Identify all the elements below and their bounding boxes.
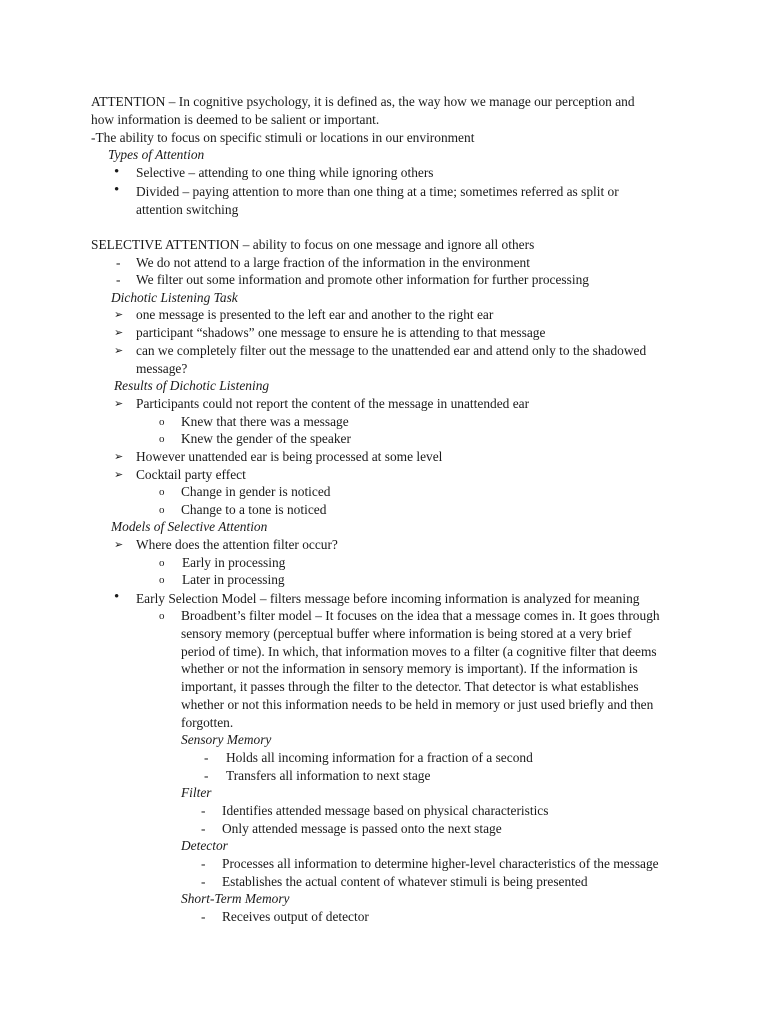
arrow-bullet-marker: ➢: [114, 398, 124, 410]
sensory-point-1: Holds all incoming information for a fraction of a second: [226, 750, 533, 765]
broadbent-line-5: important, it passes through the filter to the detector. That detector is what establishes: [181, 679, 639, 694]
detector-point-1: Processes all information to determine higher-level characteristics of the message: [222, 856, 659, 871]
bullet-marker: •: [114, 164, 120, 180]
broadbent-line-4: whether or not the information in sensory memory is important). If the information is: [181, 661, 638, 676]
attention-definition-line-3: -The ability to focus on specific stimuli or locations in our environment: [91, 130, 475, 145]
circle-bullet-marker: o: [159, 557, 165, 569]
dash-marker: -: [201, 856, 206, 871]
dash-marker: -: [201, 909, 206, 924]
bullet-marker: •: [114, 182, 120, 198]
dash-marker: -: [116, 272, 121, 287]
circle-bullet-marker: o: [159, 433, 165, 445]
broadbent-line-7: forgotten.: [181, 715, 234, 730]
arrow-bullet-marker: ➢: [114, 327, 124, 339]
arrow-bullet-marker: ➢: [114, 539, 124, 551]
dash-marker: -: [204, 768, 209, 783]
results-dichotic-heading: Results of Dichotic Listening: [114, 378, 270, 393]
selective-point-1: We do not attend to a large fraction of the information in the environment: [136, 255, 530, 270]
dash-marker: -: [201, 874, 206, 889]
filter-point-2: Only attended message is passed onto the next stage: [222, 821, 502, 836]
type-divided-line-1: Divided – paying attention to more than one thing at a time; sometimes referred as split or: [136, 184, 619, 199]
result-point-2: However unattended ear is being processed at some level: [136, 449, 443, 464]
filter-point-1: Identifies attended message based on physical characteristics: [222, 803, 549, 818]
circle-bullet-marker: o: [159, 486, 165, 498]
selective-attention-definition: SELECTIVE ATTENTION – ability to focus on one message and ignore all others: [91, 237, 535, 252]
arrow-bullet-marker: ➢: [114, 345, 124, 357]
dichotic-listening-heading: Dichotic Listening Task: [111, 290, 238, 305]
dichotic-point-1: one message is presented to the left ear and another to the right ear: [136, 307, 494, 322]
type-divided-line-2: attention switching: [136, 202, 239, 217]
sensory-memory-heading: Sensory Memory: [181, 732, 272, 747]
short-term-memory-point-1: Receives output of detector: [222, 909, 369, 924]
short-term-memory-heading: Short-Term Memory: [181, 891, 290, 906]
model-answer-later: Later in processing: [182, 572, 285, 587]
models-selective-attention-heading: Models of Selective Attention: [111, 519, 268, 534]
dichotic-point-2: participant “shadows” one message to ensure he is attending to that message: [136, 325, 546, 340]
detector-heading: Detector: [181, 838, 228, 853]
result-point-1b: Knew the gender of the speaker: [181, 431, 351, 446]
model-answer-early: Early in processing: [182, 555, 286, 570]
broadbent-line-1: Broadbent’s filter model – It focuses on the idea that a message comes in. It goes through: [181, 608, 660, 623]
bullet-marker: •: [114, 589, 120, 605]
result-point-1a: Knew that there was a message: [181, 414, 349, 429]
dash-marker: -: [201, 803, 206, 818]
attention-definition-line-1: ATTENTION – In cognitive psychology, it is defined as, the way how we manage our perception and: [91, 94, 635, 109]
selective-point-2: We filter out some information and promote other information for further processing: [136, 272, 589, 287]
circle-bullet-marker: o: [159, 504, 165, 516]
broadbent-line-2: sensory memory (perceptual buffer where information is being stored at a very brief: [181, 626, 632, 641]
circle-bullet-marker: o: [159, 574, 165, 586]
broadbent-line-3: period of time). In which, that information moves to a filter (a cognitive filter that deems: [181, 644, 657, 659]
dash-marker: -: [204, 750, 209, 765]
arrow-bullet-marker: ➢: [114, 309, 124, 321]
result-point-3b: Change to a tone is noticed: [181, 502, 327, 517]
model-question: Where does the attention filter occur?: [136, 537, 338, 552]
dichotic-point-3-line-2: message?: [136, 361, 188, 376]
result-point-3a: Change in gender is noticed: [181, 484, 331, 499]
early-selection-model: Early Selection Model – filters message before incoming information is analyzed for meaning: [136, 591, 640, 606]
detector-point-2: Establishes the actual content of whatever stimuli is being presented: [222, 874, 588, 889]
type-selective: Selective – attending to one thing while ignoring others: [136, 165, 434, 180]
result-point-1: Participants could not report the content of the message in unattended ear: [136, 396, 530, 411]
arrow-bullet-marker: ➢: [114, 451, 124, 463]
result-point-3: Cocktail party effect: [136, 467, 246, 482]
circle-bullet-marker: o: [159, 416, 165, 428]
dichotic-point-3-line-1: can we completely filter out the message to the unattended ear and attend only to the shadowed: [136, 343, 647, 358]
sensory-point-2: Transfers all information to next stage: [226, 768, 431, 783]
broadbent-line-6: whether or not this information needs to be held in memory or just used briefly and then: [181, 697, 654, 712]
circle-bullet-marker: o: [159, 610, 165, 622]
types-of-attention-heading: Types of Attention: [108, 147, 205, 162]
filter-heading: Filter: [181, 785, 212, 800]
dash-marker: -: [116, 255, 121, 270]
arrow-bullet-marker: ➢: [114, 469, 124, 481]
dash-marker: -: [201, 821, 206, 836]
attention-definition-line-2: how information is deemed to be salient or important.: [91, 112, 380, 127]
